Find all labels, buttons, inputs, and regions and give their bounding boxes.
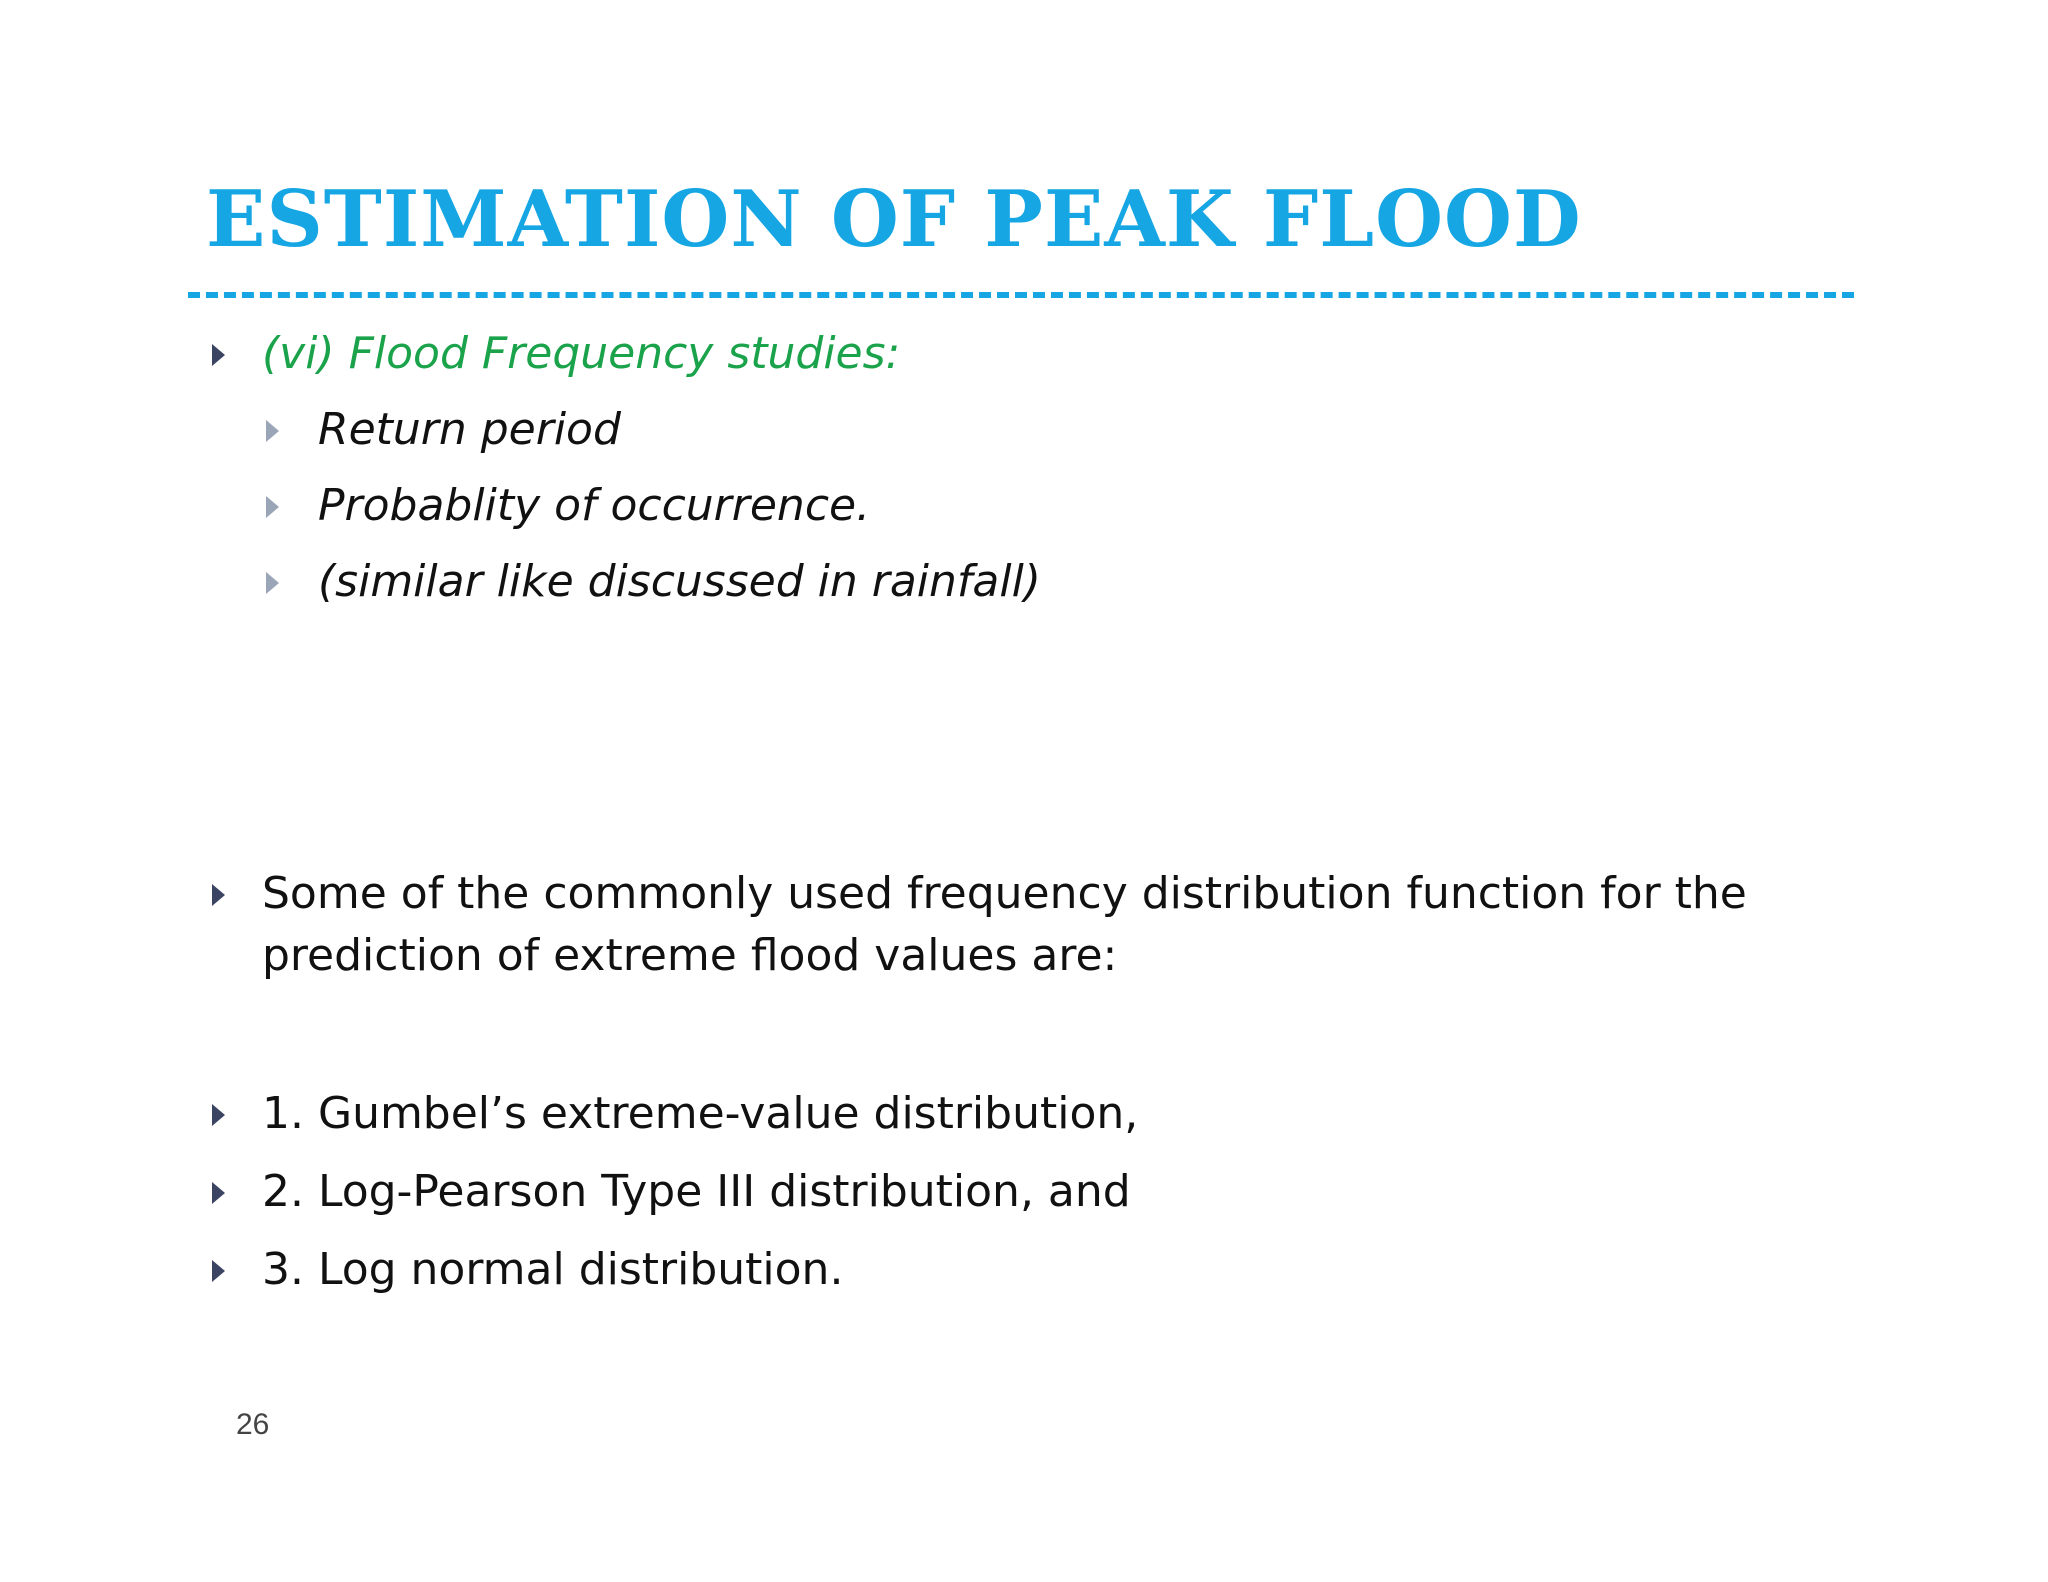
sub-bullet-triangle-icon [266,572,279,594]
intro-line-1: Some of the commonly used frequency distribution function for the [262,868,1747,919]
bullet-triangle-icon [212,1182,225,1204]
sub-point-return-period: Return period [318,404,621,455]
intro-line-2: prediction of extreme flood values are: [262,930,1118,981]
distribution-log-pearson: 2. Log-Pearson Type III distribution, and [262,1166,1131,1217]
title-dashed-divider [188,292,1854,298]
bullet-triangle-icon [212,344,225,366]
sub-bullet-triangle-icon [266,420,279,442]
sub-bullet-triangle-icon [266,496,279,518]
distribution-log-normal: 3. Log normal distribution. [262,1244,844,1295]
bullet-triangle-icon [212,1104,225,1126]
page-number: 26 [236,1408,270,1441]
sub-point-probability: Probablity of occurrence. [318,480,871,531]
bullet-triangle-icon [212,884,225,906]
sub-point-similar-rainfall: (similar like discussed in rainfall) [318,556,1041,607]
distribution-gumbel: 1. Gumbel’s extreme-value distribution, [262,1088,1139,1139]
bullet-triangle-icon [212,1260,225,1282]
section-heading: (vi) Flood Frequency studies: [262,328,901,379]
slide-title: ESTIMATION OF PEAK FLOOD [206,174,1582,265]
